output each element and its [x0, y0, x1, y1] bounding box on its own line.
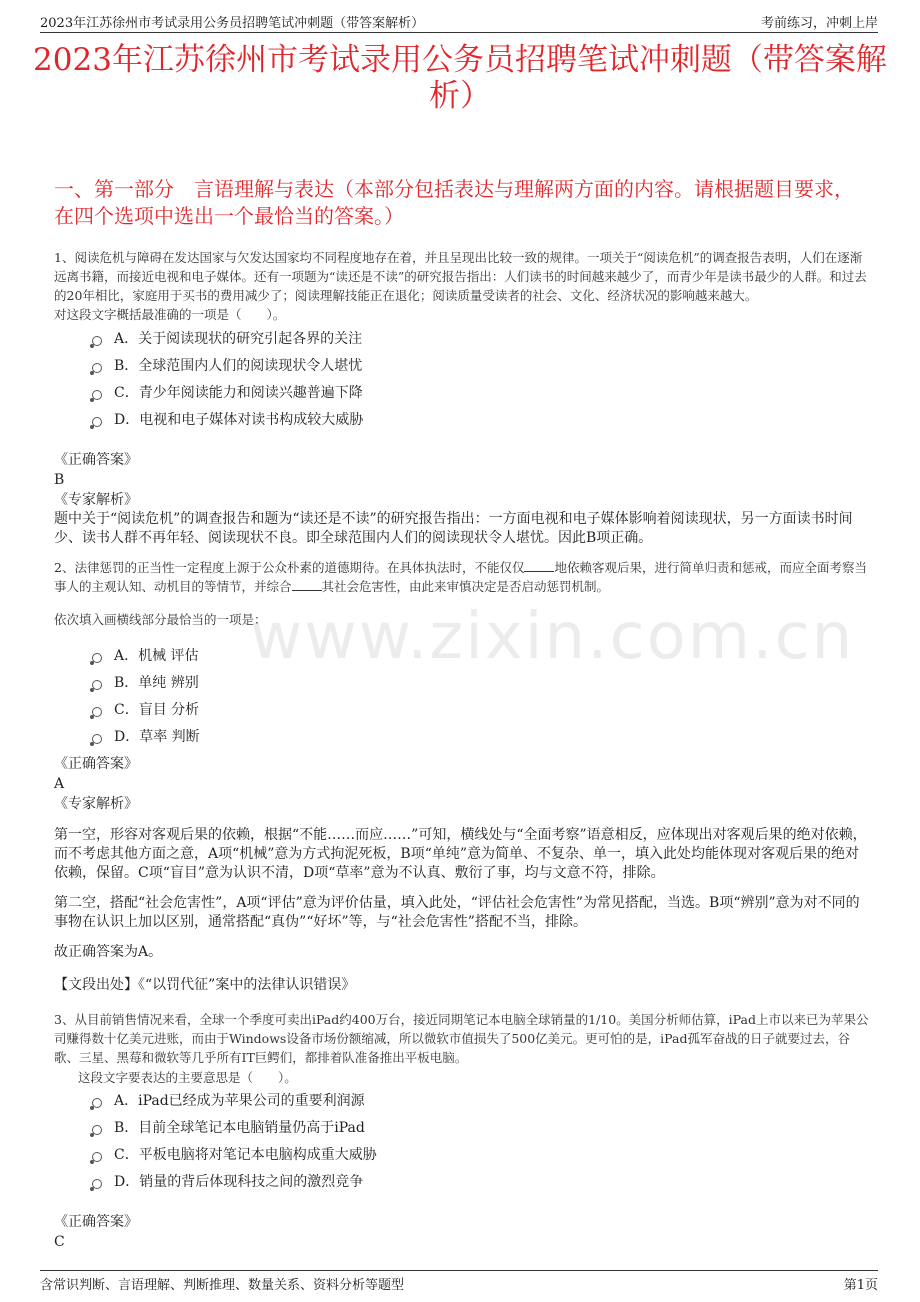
option-b[interactable]: B．目前全球笔记本电脑销量仍高于iPad: [92, 1113, 377, 1140]
page-footer: [40, 1270, 878, 1293]
question-3-options: [92, 1086, 377, 1194]
radio-icon[interactable]: [92, 680, 102, 690]
answer-label: 《正确答案》: [54, 756, 138, 772]
question-2-answer: [54, 754, 870, 814]
radio-icon[interactable]: [92, 363, 102, 373]
option-a[interactable]: A．机械 评估: [92, 641, 200, 668]
radio-icon[interactable]: [92, 1098, 102, 1108]
blank-line: [292, 578, 322, 591]
header-title: 2023年江苏徐州市考试录用公务员招聘笔试冲刺题（带答案解析）: [40, 16, 425, 31]
answer-label: 《正确答案》: [54, 452, 138, 468]
question-3-text: 3、从目前销售情况来看，全球一个季度可卖出iPad约400万台，接近同期笔记本电脑全球销量的1/10。美国分析师估算，iPad上市以来已为苹果公司赚得数十亿美元进账，而由于Windows设备市场份额缩减，所以微软市值损失了500亿美元。更可怕的是，iPad孤军奋战的日子就要过去，谷歌、三星、黑莓和微软等几乎所有IT巨鳄们，都排着队准备推出平板电脑。: [54, 1012, 869, 1065]
analysis-paragraph-2: 第二空，搭配“社会危害性”，A项“评估”意为评价估量，填入此处，“评估社会危害性”为常见搭配，当选。B项“辨别”意为对不同的事物在认识上加以区别，通常搭配“真伪”“好坏”等，与“社会危害性”搭配不当，排除。: [54, 895, 860, 930]
section-title: 一、第一部分 言语理解与表达（本部分包括表达与理解两方面的内容。请根据题目要求，在四个选项中选出一个最恰当的答案。）: [54, 177, 854, 228]
radio-icon[interactable]: [92, 1152, 102, 1162]
question-1-options: [92, 324, 363, 432]
radio-icon[interactable]: [92, 653, 102, 663]
page-header: [40, 10, 878, 33]
analysis-text: 题中关于“阅读危机”的调查报告和题为“读还是不读”的研究报告指出：一方面电视和电子媒体影响着阅读现状，另一方面读书时间少、读书人群不再年轻、阅读现状不良。即全球范围内人们的阅读现状令人堪忧。因此B项正确。: [54, 511, 853, 546]
footer-text: 含常识判断、言语理解、判断推理、数量关系、资料分析等题型: [40, 1278, 405, 1293]
option-c[interactable]: C．青少年阅读能力和阅读兴趣普遍下降: [92, 378, 363, 405]
question-3-stem: 这段文字要表达的主要意思是（ ）。: [78, 1070, 297, 1085]
blank-line: [524, 559, 554, 572]
radio-icon[interactable]: [92, 1125, 102, 1135]
question-2-options: [92, 641, 200, 749]
option-a[interactable]: A．iPad已经成为苹果公司的重要利润源: [92, 1086, 377, 1113]
radio-icon[interactable]: [92, 417, 102, 427]
option-c[interactable]: C．盲目 分析: [92, 695, 200, 722]
question-1-answer: [54, 450, 870, 548]
question-1-stem: 对这段文字概括最准确的一项是（ ）。: [54, 307, 286, 322]
question-3-answer: [54, 1212, 870, 1252]
radio-icon[interactable]: [92, 390, 102, 400]
radio-icon[interactable]: [92, 707, 102, 717]
watermark: www.zixin.com.cn: [250, 600, 855, 674]
analysis-label: 《专家解析》: [54, 796, 138, 812]
analysis-conclusion: 故正确答案为A。: [54, 944, 163, 960]
option-d[interactable]: D．电视和电子媒体对读书构成较大威胁: [92, 405, 363, 432]
option-b[interactable]: B．全球范围内人们的阅读现状令人堪忧: [92, 351, 363, 378]
answer-value: B: [54, 472, 65, 488]
header-slogan: 考前练习，冲刺上岸: [760, 16, 878, 31]
question-2-stem: 依次填入画横线部分最恰当的一项是：: [54, 612, 267, 627]
source-reference: 【文段出处】《“以罚代征”案中的法律认识错误》: [54, 977, 356, 993]
option-c[interactable]: C．平板电脑将对笔记本电脑构成重大威胁: [92, 1140, 377, 1167]
page-number: 第1页: [843, 1278, 878, 1293]
question-2-text: 2、法律惩罚的正当性一定程度上源于公众朴素的道德期待。在具体执法时，不能仅仅 地依赖客观后果，进行简单归责和惩戒，而应全面考察当事人的主观认知、动机目的等情节，并综合 其社会危害性，由此来审慎决定是否启动惩罚机制。: [54, 560, 867, 594]
radio-icon[interactable]: [92, 336, 102, 346]
analysis-label: 《专家解析》: [54, 492, 138, 508]
option-b[interactable]: B．单纯 辨别: [92, 668, 200, 695]
option-d[interactable]: D．销量的背后体现科技之间的激烈竞争: [92, 1167, 377, 1194]
radio-icon[interactable]: [92, 734, 102, 744]
answer-value: C: [54, 1234, 65, 1250]
option-a[interactable]: A．关于阅读现状的研究引起各界的关注: [92, 324, 363, 351]
radio-icon[interactable]: [92, 1179, 102, 1189]
answer-label: 《正确答案》: [54, 1214, 138, 1230]
answer-value: A: [54, 776, 65, 792]
document-title: 2023年江苏徐州市考试录用公务员招聘笔试冲刺题（带答案解析）: [33, 42, 887, 114]
question-1-text: 1、阅读危机与障碍在发达国家与欠发达国家均不同程度地存在着，并且呈现出比较一致的规律。一项关于“阅读危机”的调查报告表明，人们在逐渐远离书籍，而接近电视和电子媒体。还有一项题为“读还是不读”的研究报告指出：人们读书的时间越来越少了，而青少年是读书最少的人群。和过去的20年相比，家庭用于买书的费用减少了；阅读理解技能正在退化；阅读质量受读者的社会、文化、经济状况的影响越来越大。 对这段文字概括最准确的一项是（ ）。: [54, 250, 867, 322]
option-d[interactable]: D．草率 判断: [92, 722, 200, 749]
analysis-paragraph-1: 第一空，形容对客观后果的依赖，根据“不能……而应……”可知，横线处与“全面考察”语意相反，应体现出对客观后果的绝对依赖，而不考虑其他方面之意，A项“机械”意为方式拘泥死板，B项“单纯”意为简单、不复杂、单一，填入此处均能体现对客观后果的绝对依赖，保留。C项“盲目”意为认识不清，D项“草率”意为不认真、敷衍了事，均与文意不符，排除。: [54, 827, 867, 881]
